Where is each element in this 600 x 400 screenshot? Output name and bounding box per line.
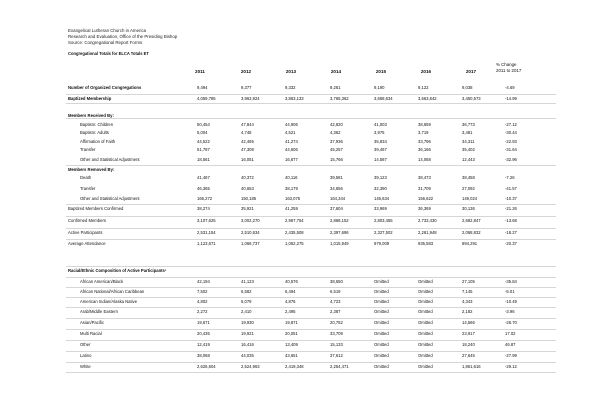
- year-value-cell: Omitted: [374, 320, 389, 325]
- pct-change-cell: 46.87: [505, 342, 516, 347]
- table-row: [0, 320, 600, 328]
- year-value-cell: Omitted: [374, 289, 389, 294]
- pct-change-cell: -18.27: [505, 230, 517, 235]
- year-value-cell: 40,576: [285, 279, 298, 284]
- year-value-cell: 6,494: [285, 289, 296, 294]
- row-label: Other: [80, 342, 91, 347]
- year-value-cell: 2,682,847: [462, 218, 481, 223]
- year-value-cell: 149,024: [462, 196, 478, 201]
- year-value-cell: 23,917: [462, 331, 475, 336]
- year-value-cell: 41,274: [285, 139, 298, 144]
- table-row: [0, 309, 600, 317]
- row-label: Members Removed By:: [68, 167, 115, 172]
- year-value-cell: 2,510,634: [241, 230, 260, 235]
- year-value-cell: 50,454: [197, 122, 210, 127]
- year-value-cell: Omitted: [418, 309, 433, 314]
- row-divider: [66, 372, 556, 373]
- year-value-cell: 37,604: [330, 206, 343, 211]
- table-row: [0, 206, 600, 214]
- pct-change-cell: -10.49: [505, 299, 517, 304]
- year-value-cell: 13,409: [285, 342, 298, 347]
- year-value-cell: 18,561: [197, 157, 210, 162]
- row-divider: [66, 204, 556, 205]
- year-value-cell: 146,634: [374, 196, 390, 201]
- year-value-cell: 6,519: [330, 289, 341, 294]
- year-value-cell: 19,930: [241, 320, 254, 325]
- row-label: Death: [80, 175, 92, 180]
- year-value-cell: 34,656: [330, 186, 343, 191]
- table-row: [0, 289, 600, 297]
- year-value-cell: 39,581: [330, 175, 343, 180]
- pct-change-cell: -32.96: [505, 157, 517, 162]
- pct-change-cell: 17.02: [505, 331, 516, 336]
- year-value-cell: 4,059,785: [197, 96, 216, 101]
- year-value-cell: 35,921: [241, 206, 254, 211]
- row-label: Affirmation of Faith: [80, 139, 116, 144]
- year-value-cell: 16,051: [241, 157, 254, 162]
- year-value-cell: 42,465: [241, 139, 254, 144]
- year-value-cell: 9,122: [418, 85, 429, 90]
- year-header: 2016: [420, 69, 432, 74]
- year-value-cell: 4,802: [197, 299, 208, 304]
- pct-change-cell: -20.37: [505, 241, 517, 246]
- year-value-cell: 2,261,948: [418, 230, 437, 235]
- table-row: [0, 218, 600, 226]
- year-header: 2015: [375, 69, 387, 74]
- year-value-cell: 9,190: [374, 85, 385, 90]
- table-row: [0, 85, 600, 93]
- row-label: Baptism: Adults: [80, 130, 109, 135]
- year-value-cell: 9,494: [197, 85, 208, 90]
- year-header: 2017: [465, 69, 477, 74]
- pct-change-cell: -5.01: [505, 289, 515, 294]
- year-value-cell: 47,844: [241, 122, 254, 127]
- row-label: African National/African Caribbean: [80, 289, 145, 294]
- year-value-cell: Omitted: [418, 342, 433, 347]
- row-label: Transfer: [80, 147, 96, 152]
- year-value-cell: 4,748: [241, 130, 252, 135]
- table-row: [0, 268, 600, 276]
- year-header: 2013: [285, 69, 297, 74]
- year-value-cell: 3,107,625: [197, 218, 216, 223]
- year-value-cell: 38,473: [418, 175, 431, 180]
- year-value-cell: 27,645: [462, 353, 475, 358]
- row-label: Multi Racial: [80, 331, 102, 336]
- row-label: Other and Statistical Adjustment: [80, 196, 140, 201]
- year-value-cell: 12,419: [197, 342, 210, 347]
- row-divider: [66, 239, 556, 240]
- table-row: [0, 147, 600, 155]
- year-value-cell: 36,166: [418, 147, 431, 152]
- year-value-cell: 3,668,634: [374, 96, 393, 101]
- year-value-cell: 9,332: [285, 85, 296, 90]
- year-value-cell: 38,179: [285, 186, 298, 191]
- row-label: African American/Black: [80, 279, 124, 284]
- row-label: Arab/Middle Eastern: [80, 309, 118, 314]
- row-divider: [66, 287, 556, 288]
- year-value-cell: 41,123: [241, 279, 254, 284]
- row-label: Confirmed Members: [68, 218, 106, 223]
- table-row: [0, 331, 600, 339]
- year-value-cell: Omitted: [374, 299, 389, 304]
- year-value-cell: 9,038: [462, 85, 473, 90]
- year-value-cell: 27,105: [462, 279, 475, 284]
- pct-change-range: 2011 to 2017: [496, 68, 522, 74]
- table-row: [0, 122, 600, 130]
- year-value-cell: 36,773: [462, 122, 475, 127]
- year-value-cell: 41,467: [197, 175, 210, 180]
- year-value-cell: 47,308: [241, 147, 254, 152]
- year-value-cell: 4,876: [285, 299, 296, 304]
- year-value-cell: 164,344: [330, 196, 346, 201]
- year-value-cell: 6,582: [241, 289, 252, 294]
- table-row: [0, 175, 600, 183]
- year-value-cell: 3,963,924: [241, 96, 260, 101]
- row-label: Average Attendance: [68, 241, 106, 246]
- year-value-cell: 37,612: [330, 353, 343, 358]
- year-value-cell: 38,458: [462, 175, 475, 180]
- row-label: American Indian/Alaska Native: [80, 299, 138, 304]
- table-row: [0, 353, 600, 361]
- year-value-cell: Omitted: [374, 279, 389, 284]
- year-value-cell: 3,719: [418, 130, 429, 135]
- year-value-cell: 2,387: [330, 309, 341, 314]
- row-label: Baptized Membership: [68, 96, 112, 101]
- year-value-cell: 3,481: [462, 130, 473, 135]
- row-divider: [66, 307, 556, 308]
- report-subtitle: Congregational Totals for ELCA Totals ET: [68, 51, 149, 56]
- row-divider: [66, 318, 556, 319]
- year-value-cell: 1,015,949: [330, 241, 349, 246]
- pct-change-header: [496, 62, 546, 74]
- year-value-cell: 2,272: [197, 309, 208, 314]
- year-value-cell: 14,587: [374, 157, 387, 162]
- row-divider: [66, 362, 556, 363]
- row-divider: [66, 103, 556, 104]
- year-value-cell: 2,524,963: [241, 364, 260, 369]
- year-value-cell: 935,583: [418, 241, 434, 246]
- year-value-cell: 156,622: [418, 196, 434, 201]
- year-value-cell: 15,766: [330, 157, 343, 162]
- row-label: Baptism: Children: [80, 122, 114, 127]
- pct-change-cell: -30.44: [505, 130, 517, 135]
- row-divider: [66, 340, 556, 341]
- table-row: [0, 279, 600, 287]
- pct-change-cell: -3.96: [505, 309, 515, 314]
- year-value-cell: Omitted: [374, 342, 389, 347]
- report-header: [68, 28, 177, 47]
- year-value-cell: 2,733,430: [418, 218, 437, 223]
- year-value-cell: 5,004: [197, 130, 208, 135]
- year-value-cell: 33,969: [374, 206, 387, 211]
- year-value-cell: 9,377: [241, 85, 252, 90]
- year-value-cell: 14,566: [462, 320, 475, 325]
- row-divider: [66, 351, 556, 352]
- year-value-cell: Omitted: [418, 331, 433, 336]
- year-value-cell: 150,185: [241, 196, 257, 201]
- year-value-cell: 163,075: [285, 196, 301, 201]
- year-value-cell: 39,467: [374, 147, 387, 152]
- year-value-cell: 38,068: [197, 353, 210, 358]
- year-value-cell: 45,257: [330, 147, 343, 152]
- year-value-cell: 2,068,832: [462, 230, 481, 235]
- year-value-cell: 3,002,270: [241, 218, 260, 223]
- year-value-cell: 33,796: [418, 139, 431, 144]
- year-value-cell: Omitted: [418, 279, 433, 284]
- pct-change-label: % Change: [496, 62, 517, 67]
- year-value-cell: Omitted: [418, 289, 433, 294]
- year-value-cell: 39,123: [374, 175, 387, 180]
- row-label: Latino: [80, 353, 92, 358]
- year-value-cell: 979,009: [374, 241, 390, 246]
- year-value-cell: Omitted: [374, 353, 389, 358]
- year-value-cell: 2,531,154: [197, 230, 216, 235]
- year-value-cell: 20,435: [197, 331, 210, 336]
- year-value-cell: 42,820: [330, 122, 343, 127]
- year-value-cell: 38,659: [418, 122, 431, 127]
- row-label: Asian/Pacific: [80, 320, 104, 325]
- year-value-cell: 30,136: [462, 206, 475, 211]
- year-value-cell: 37,936: [330, 139, 343, 144]
- year-value-cell: 2,419,348: [285, 364, 304, 369]
- pct-change-cell: -35.84: [505, 279, 517, 284]
- year-value-cell: 19,871: [285, 320, 298, 325]
- pct-change-cell: -7.26: [505, 175, 515, 180]
- year-value-cell: 40,653: [241, 186, 254, 191]
- year-value-cell: 44,606: [285, 147, 298, 152]
- year-value-cell: 19,671: [197, 320, 210, 325]
- year-value-cell: 3,563,642: [418, 96, 437, 101]
- row-divider: [66, 118, 556, 119]
- year-value-cell: 46,365: [197, 186, 210, 191]
- year-value-cell: 166,272: [197, 196, 213, 201]
- year-value-cell: 38,274: [197, 206, 210, 211]
- year-value-cell: 41,003: [374, 122, 387, 127]
- year-value-cell: Omitted: [374, 309, 389, 314]
- table-row: [0, 113, 600, 121]
- year-value-cell: 1,066,737: [241, 241, 260, 246]
- row-label: Members Received By:: [68, 113, 114, 118]
- row-label: Number of Organized Congregations: [68, 85, 142, 90]
- year-value-cell: 4,362: [330, 130, 341, 135]
- year-value-cell: Omitted: [418, 364, 433, 369]
- year-value-cell: 44,035: [241, 353, 254, 358]
- row-label: Baptized Members Confirmed: [68, 206, 124, 211]
- year-value-cell: 2,803,455: [374, 218, 393, 223]
- pct-change-cell: -27.99: [505, 353, 517, 358]
- year-value-cell: 16,877: [285, 157, 298, 162]
- year-value-cell: 19,921: [241, 331, 254, 336]
- year-value-cell: Omitted: [418, 299, 433, 304]
- pct-change-cell: -27.12: [505, 122, 517, 127]
- row-label: Active Participants: [68, 230, 103, 235]
- year-value-cell: 2,967,754: [285, 218, 304, 223]
- row-divider: [66, 228, 556, 229]
- pct-change-cell: -41.57: [505, 186, 517, 191]
- year-value-cell: 2,495: [285, 309, 296, 314]
- table-row: [0, 241, 600, 249]
- year-header: 2014: [330, 69, 342, 74]
- pct-change-cell: -26.70: [505, 320, 517, 325]
- year-value-cell: 1,123,671: [197, 241, 216, 246]
- office-name: Research and Evaluation, Office of the Presiding Bishop: [68, 34, 178, 40]
- org-name: Evangelical Lutheran Church in America: [68, 28, 147, 33]
- table-row: [0, 299, 600, 307]
- year-value-cell: 43,651: [285, 353, 298, 358]
- year-value-cell: 894,291: [462, 241, 478, 246]
- pct-change-cell: -13.68: [505, 218, 517, 223]
- year-value-cell: 2,254,471: [330, 364, 349, 369]
- year-value-cell: 7,502: [197, 289, 208, 294]
- table-row: [0, 196, 600, 204]
- row-divider: [66, 266, 556, 267]
- year-value-cell: 2,435,508: [285, 230, 304, 235]
- year-value-cell: 38,650: [330, 279, 343, 284]
- year-value-cell: 33,709: [330, 331, 343, 336]
- year-value-cell: 7,145: [462, 289, 473, 294]
- year-value-cell: 35,402: [462, 147, 475, 152]
- year-value-cell: 12,443: [462, 157, 475, 162]
- source-line: Source: Congregational Report Forms: [68, 40, 143, 46]
- table-row: [0, 157, 600, 165]
- pct-change-cell: -22.93: [505, 139, 517, 144]
- year-value-cell: 2,397,696: [330, 230, 349, 235]
- year-value-cell: 32,390: [374, 186, 387, 191]
- year-value-cell: 2,327,502: [374, 230, 393, 235]
- year-value-cell: 3,975: [374, 130, 385, 135]
- pct-change-cell: -31.64: [505, 147, 517, 152]
- year-value-cell: 35,834: [374, 139, 387, 144]
- year-value-cell: Omitted: [374, 364, 389, 369]
- year-value-cell: 36,369: [418, 206, 431, 211]
- table-row: [0, 230, 600, 238]
- table-row: [0, 139, 600, 147]
- year-header: 2011: [195, 69, 205, 74]
- year-value-cell: 2,868,152: [330, 218, 349, 223]
- year-value-cell: 40,372: [241, 175, 254, 180]
- year-value-cell: 16,416: [241, 342, 254, 347]
- year-value-cell: 41,259: [285, 206, 298, 211]
- pct-change-cell: -21.26: [505, 206, 517, 211]
- year-value-cell: 34,311: [462, 139, 475, 144]
- year-value-cell: 15,133: [330, 342, 343, 347]
- year-value-cell: 4,723: [330, 299, 341, 304]
- year-value-cell: 31,709: [418, 186, 431, 191]
- year-value-cell: 1,062,275: [285, 241, 304, 246]
- table-row: [0, 342, 600, 350]
- year-value-cell: 20,051: [285, 331, 298, 336]
- year-value-cell: 3,765,362: [330, 96, 349, 101]
- year-value-cell: 9,261: [330, 85, 341, 90]
- row-divider: [66, 94, 556, 95]
- year-value-cell: 1,861,616: [462, 364, 481, 369]
- year-value-cell: 20,752: [330, 320, 343, 325]
- year-value-cell: Omitted: [418, 353, 433, 358]
- row-label: White: [80, 364, 91, 369]
- year-value-cell: Omitted: [418, 320, 433, 325]
- row-divider: [66, 216, 556, 217]
- year-value-cell: 51,787: [197, 147, 210, 152]
- year-value-cell: 2,182: [462, 309, 473, 314]
- year-value-cell: 4,343: [462, 299, 473, 304]
- table-row: [0, 186, 600, 194]
- year-value-cell: Omitted: [374, 331, 389, 336]
- year-value-cell: 44,906: [285, 122, 298, 127]
- year-value-cell: 5,079: [241, 299, 252, 304]
- pct-change-cell: -29.12: [505, 364, 517, 369]
- pct-change-cell: -10.37: [505, 196, 517, 201]
- pct-change-cell: -4.69: [505, 85, 515, 90]
- year-value-cell: 2,626,604: [197, 364, 216, 369]
- row-label: Racial/Ethnic Composition of Active Participants¹: [68, 268, 167, 273]
- table-row: [0, 364, 600, 372]
- year-value-cell: 27,092: [462, 186, 475, 191]
- row-label: Other and Statistical Adjustment: [80, 157, 140, 162]
- table-row: [0, 130, 600, 138]
- table-row: [0, 167, 600, 175]
- row-label: Transfer: [80, 186, 96, 191]
- row-divider: [66, 297, 556, 298]
- year-value-cell: 2,410: [241, 309, 252, 314]
- year-value-cell: 18,240: [462, 342, 475, 347]
- year-value-cell: 3,450,573: [462, 96, 481, 101]
- row-divider: [66, 329, 556, 330]
- year-value-cell: 44,522: [197, 139, 210, 144]
- year-value-cell: 3,863,133: [285, 96, 304, 101]
- year-value-cell: 40,116: [285, 175, 298, 180]
- row-divider: [66, 165, 556, 166]
- year-value-cell: 4,521: [285, 130, 296, 135]
- year-header: 2012: [240, 69, 252, 74]
- year-value-cell: 14,068: [418, 157, 431, 162]
- year-value-cell: 42,194: [197, 279, 210, 284]
- pct-change-cell: -14.99: [505, 96, 517, 101]
- row-divider: [66, 277, 556, 278]
